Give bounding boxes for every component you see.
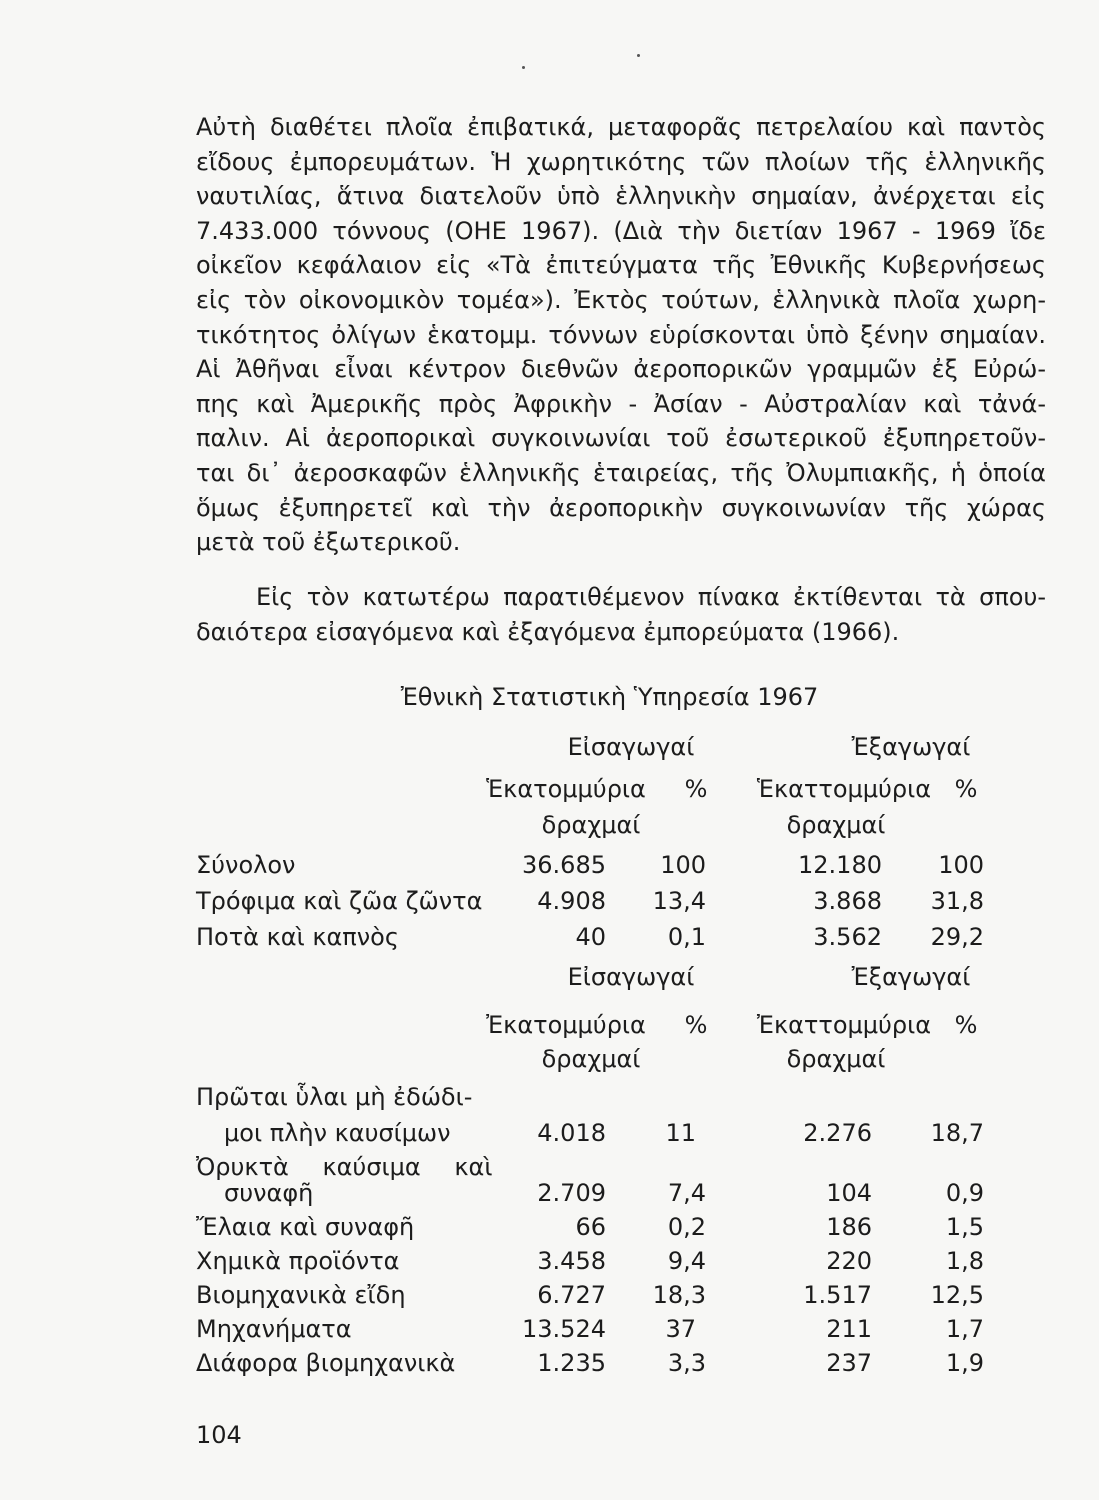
- imports-percent: 7,4: [667, 1179, 706, 1207]
- imports-percent: 13,4: [652, 887, 706, 915]
- imports-header: Εἰσαγωγαί: [567, 733, 695, 761]
- row-label: Τρόφιμα καὶ ζῶα ζῶντα: [196, 887, 483, 915]
- exports-unit-header: Ἐκαττομμύρια: [756, 1011, 932, 1039]
- row-label: Διάφορα βιομηχανικὰ: [196, 1349, 456, 1377]
- text-line: παλιν. Αἱ ἀεροπορικαὶ συγκοινωνίαι τοῦ ἐσωτερικοῦ ἐξυπηρετοῦν-: [196, 424, 1046, 453]
- imports-percent-header: %: [684, 1011, 708, 1039]
- imports-unit-header-2: δραχμαί: [541, 811, 641, 839]
- imports-percent: 9,4: [667, 1247, 706, 1275]
- exports-value: 1.517: [803, 1281, 872, 1309]
- print-speck: [637, 54, 640, 57]
- imports-value: 2.709: [537, 1179, 606, 1207]
- exports-percent: 1,7: [945, 1315, 984, 1343]
- imports-value: 13.524: [522, 1315, 606, 1343]
- imports-value: 40: [575, 923, 606, 951]
- imports-percent-header: %: [684, 775, 708, 803]
- exports-percent: 1,9: [945, 1349, 984, 1377]
- paragraph-table-intro: [196, 580, 1046, 649]
- text-line: Εἰς τὸν κατωτέρω παρατιθέμενον πίνακα ἐκτίθενται τὰ σπου-: [256, 583, 1046, 611]
- row-label: Βιομηχανικὰ εἴδη: [196, 1281, 406, 1309]
- text-line: μετὰ τοῦ ἐξωτερικοῦ.: [196, 528, 461, 557]
- exports-unit-header: Ἑκαττομμύρια: [756, 775, 932, 803]
- exports-percent: 100: [938, 851, 984, 879]
- imports-value: 6.727: [537, 1281, 606, 1309]
- exports-percent-header: %: [954, 1011, 978, 1039]
- text-line: 7.433.000 τόννους (ΟΗΕ 1967). (Διὰ τὴν διετίαν 1967 - 1969 ἴδε: [196, 216, 1046, 245]
- imports-percent: 0,2: [667, 1213, 706, 1241]
- imports-unit-header: Ἐκατομμύρια: [486, 1011, 646, 1039]
- imports-value: 4.018: [537, 1119, 606, 1147]
- imports-value: 4.908: [537, 887, 606, 915]
- imports-percent: 11: [665, 1119, 696, 1147]
- row-label: Πρῶται ὗλαι μὴ ἐδώδι-: [196, 1083, 473, 1111]
- exports-value: 12.180: [798, 851, 882, 879]
- imports-header: Εἰσαγωγαί: [567, 963, 695, 991]
- exports-header: Ἐξαγωγαί: [851, 963, 971, 991]
- imports-percent: 18,3: [652, 1281, 706, 1309]
- imports-value: 66: [575, 1213, 606, 1241]
- imports-value: 1.235: [537, 1349, 606, 1377]
- text-line: ναυτιλίας, ἅτινα διατελοῦν ὑπὸ ἑλληνικὴν σημαίαν, ἀνέρχεται εἰς: [196, 182, 1046, 211]
- imports-unit-header: Ἑκατομμύρια: [486, 775, 646, 803]
- exports-value: 237: [826, 1349, 872, 1377]
- exports-percent: 31,8: [930, 887, 984, 915]
- row-label: Σύνολον: [196, 851, 296, 879]
- imports-percent: 37: [665, 1315, 696, 1343]
- row-label-continuation: μοι πλὴν καυσίμων: [224, 1119, 451, 1147]
- exports-value: 211: [826, 1315, 872, 1343]
- imports-percent: 0,1: [667, 923, 706, 951]
- exports-header: Ἐξαγωγαί: [851, 733, 971, 761]
- text-line: εἰς τὸν οἰκονομικὸν τομέα»). Ἐκτὸς τούτων, ἑλληνικὰ πλοῖα χωρη-: [196, 285, 1046, 314]
- exports-value: 104: [826, 1179, 872, 1207]
- table-caption: Ἐθνικὴ Στατιστικὴ Ὑπηρεσία 1967: [400, 683, 819, 711]
- text-line: οἰκεῖον κεφάλαιον εἰς «Τὰ ἐπιτεύγματα τῆς Ἐθνικῆς Κυβερνήσεως: [196, 251, 1046, 280]
- exports-percent: 12,5: [930, 1281, 984, 1309]
- exports-value: 3.868: [813, 887, 882, 915]
- exports-unit-header-2: δραχμαί: [786, 1045, 886, 1073]
- row-label: Ἔλαια καὶ συναφῆ: [196, 1213, 415, 1241]
- row-label-continuation: συναφῆ: [224, 1179, 314, 1207]
- exports-unit-header-2: δραχμαί: [786, 811, 886, 839]
- page-number: 104: [196, 1421, 242, 1449]
- exports-value: 186: [826, 1213, 872, 1241]
- text-line: Αὐτὴ διαθέτει πλοῖα ἐπιβατικά, μεταφορᾶς πετρελαίου καὶ παντὸς: [196, 113, 1046, 141]
- print-speck: [522, 66, 525, 69]
- row-label: Μηχανήματα: [196, 1315, 352, 1343]
- exports-percent: 1,8: [945, 1247, 984, 1275]
- exports-percent: 18,7: [930, 1119, 984, 1147]
- text-line: τικότητος ὀλίγων ἑκατομμ. τόννων εὑρίσκονται ὑπὸ ξένην σημαίαν.: [196, 320, 1046, 349]
- exports-percent: 1,5: [945, 1213, 984, 1241]
- text-line: ται δι᾿ ἀεροσκαφῶν ἑλληνικῆς ἑταιρείας, τῆς Ὀλυμπιακῆς, ἡ ὁποία: [196, 458, 1046, 487]
- exports-value: 220: [826, 1247, 872, 1275]
- exports-value: 3.562: [813, 923, 882, 951]
- imports-percent: 100: [660, 851, 706, 879]
- text-line: εἴδους ἐμπορευμάτων. Ἡ χωρητικότης τῶν πλοίων τῆς ἑλληνικῆς: [196, 147, 1046, 176]
- exports-percent: 0,9: [945, 1179, 984, 1207]
- exports-percent-header: %: [954, 775, 978, 803]
- row-label: Χημικὰ προϊόντα: [196, 1247, 400, 1275]
- text-line: Αἱ Ἀθῆναι εἶναι κέντρον διεθνῶν ἀεροπορικῶν γραμμῶν ἐξ Εὐρώ-: [196, 355, 1046, 384]
- row-label: Ποτὰ καὶ καπνὸς: [196, 923, 399, 951]
- text-line: ὅμως ἐξυπηρετεῖ καὶ τὴν ἀεροπορικὴν συγκοινωνίαν τῆς χώρας: [196, 493, 1046, 522]
- imports-percent: 3,3: [667, 1349, 706, 1377]
- imports-value: 3.458: [537, 1247, 606, 1275]
- row-label: Ὀρυκτὰ καύσιμα καὶ: [196, 1153, 493, 1181]
- text-line: δαιότερα εἰσαγόμενα καὶ ἐξαγόμενα ἐμπορεύματα (1966).: [196, 617, 900, 646]
- text-line: πης καὶ Ἀμερικῆς πρὸς Ἀφρικὴν - Ἀσίαν - Αὐστραλίαν καὶ τἀνά-: [196, 389, 1046, 418]
- exports-percent: 29,2: [930, 923, 984, 951]
- exports-value: 2.276: [803, 1119, 872, 1147]
- imports-value: 36.685: [522, 851, 606, 879]
- paragraph-shipping-aviation: [196, 110, 1046, 560]
- imports-unit-header-2: δραχμαί: [541, 1045, 641, 1073]
